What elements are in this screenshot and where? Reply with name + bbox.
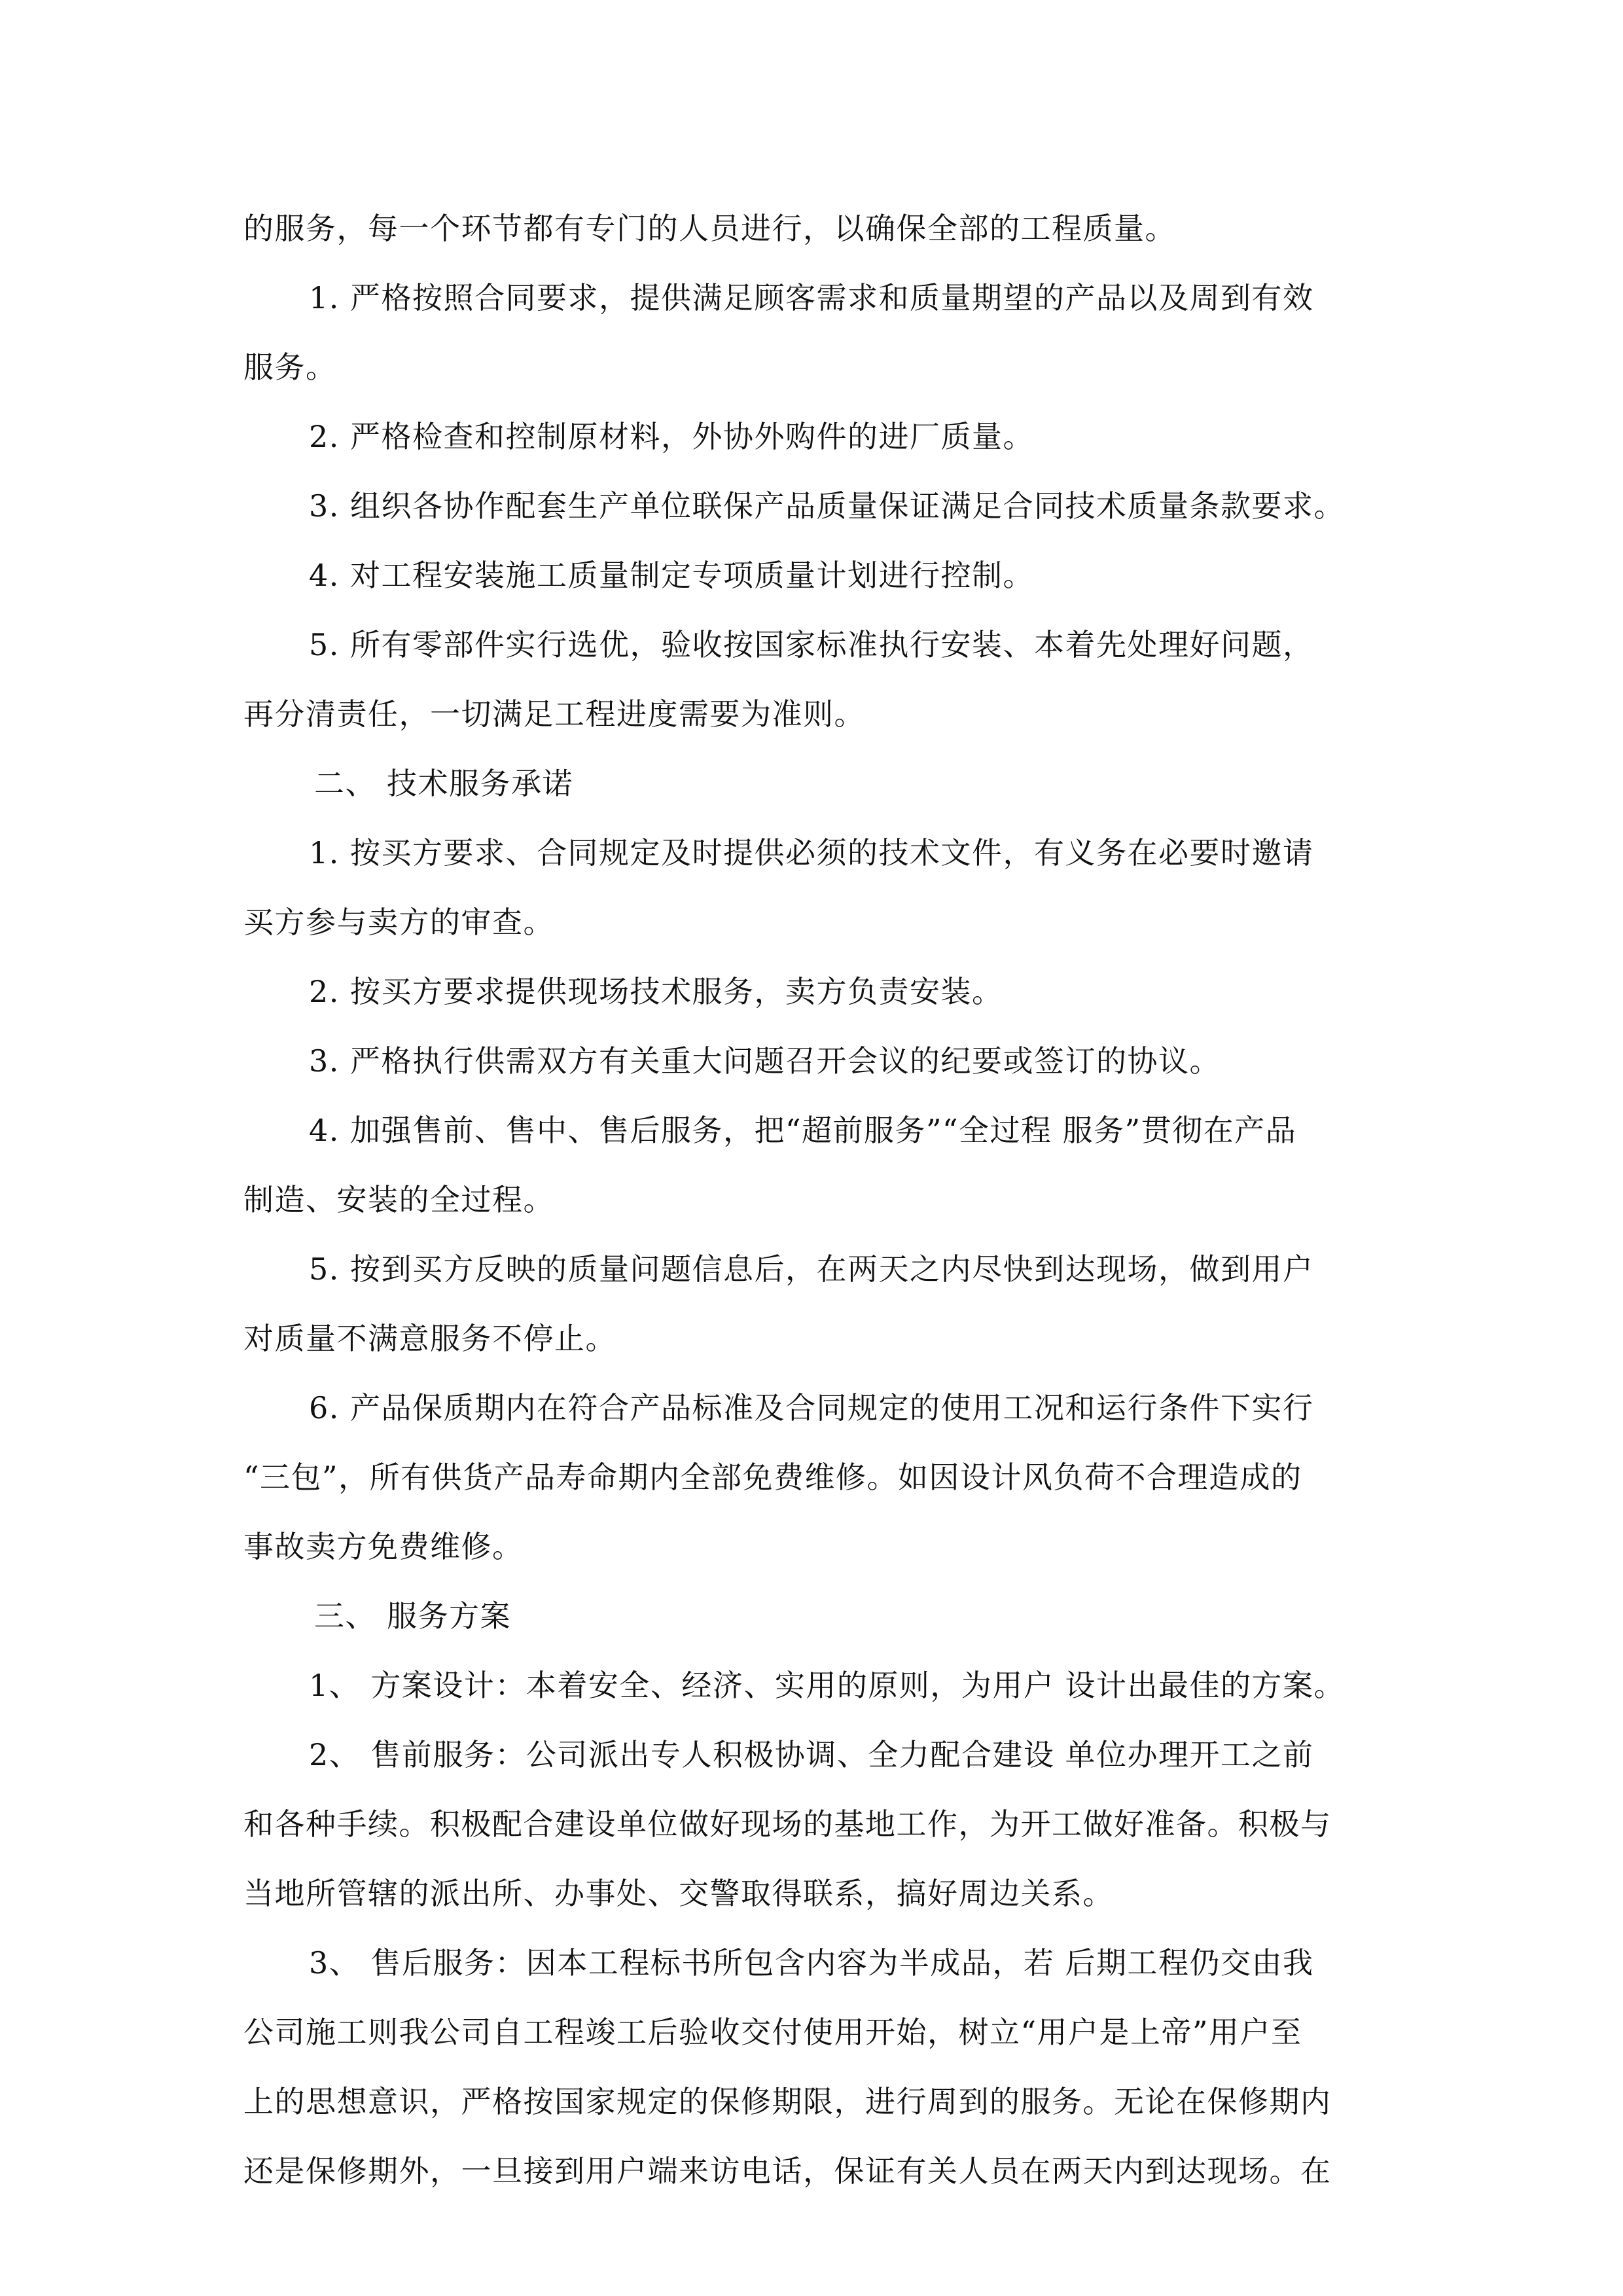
list-item-text: 6. 产品保质期内在符合产品标准及合同规定的使用工况和运行条件下实行	[309, 1390, 1314, 1426]
text-line: 当地所管辖的派出所、办事处、交警取得联系，搞好周边关系。	[243, 1876, 1114, 1911]
text-line: 对质量不满意服务不停止。	[243, 1321, 616, 1356]
text-line: 公司施工则我公司自工程竣工后验收交付使用开始，树立“用户是上帝”用户至	[243, 2015, 1302, 2050]
list-item-text: 4. 对工程安装施工质量制定专项质量计划进行控制。	[309, 558, 1035, 593]
list-item-text: 1. 严格按照合同要求，提供满足顾客需求和质量期望的产品以及周到有效	[309, 280, 1314, 315]
text-line: 事故卖方免费维修。	[243, 1529, 524, 1564]
section-heading: 三、 服务方案	[314, 1598, 512, 1634]
text-line: 和各种手续。积极配合建设单位做好现场的基地工作，为开工做好准备。积极与	[243, 1806, 1332, 1842]
list-item-text: 3. 组织各协作配套生产单位联保产品质量保证满足合同技术质量条款要求。	[309, 488, 1346, 524]
text-line: 服务。	[243, 350, 337, 385]
list-item-text: 1、 方案设计：本着安全、经济、实用的原则，为用户 设计出最佳的方案。	[309, 1668, 1346, 1703]
text-line: 还是保修期外，一旦接到用户端来访电话，保证有关人员在两天内到达现场。在	[243, 2153, 1332, 2189]
list-item-text: 2、 售前服务：公司派出专人积极协调、全力配合建设 单位办理开工之前	[309, 1737, 1314, 1772]
list-item-text: 3. 严格执行供需双方有关重大问题召开会议的纪要或签订的协议。	[309, 1043, 1221, 1079]
list-item-text: 1. 按买方要求、合同规定及时提供必须的技术文件，有义务在必要时邀请	[309, 835, 1314, 870]
list-item-text: 2. 按买方要求提供现场技术服务，卖方负责安装。	[309, 974, 1003, 1009]
text-line: 的服务，每一个环节都有专门的人员进行，以确保全部的工程质量。	[243, 211, 1176, 246]
section-heading: 二、 技术服务承诺	[314, 766, 574, 801]
list-item-text: 2. 严格检查和控制原材料，外协外购件的进厂质量。	[309, 419, 1035, 454]
text-line: 上的思想意识，严格按国家规定的保修期限，进行周到的服务。无论在保修期内	[243, 2084, 1332, 2119]
text-line: 制造、安装的全过程。	[243, 1182, 554, 1217]
text-line: “三包”，所有供货产品寿命期内全部免费维修。如因设计风负荷不合理造成的	[243, 1460, 1302, 1495]
text-line: 买方参与卖方的审查。	[243, 905, 554, 940]
list-item-text: 5. 按到买方反映的质量问题信息后，在两天之内尽快到达现场，做到用户	[309, 1251, 1314, 1287]
document-body	[243, 194, 1395, 2206]
text-line: 再分清责任，一切满足工程进度需要为准则。	[243, 696, 865, 732]
list-item-text: 5. 所有零部件实行选优，验收按国家标准执行安装、本着先处理好问题，	[309, 627, 1314, 662]
list-item-text: 3、 售后服务：因本工程标书所包含内容为半成品，若 后期工程仍交由我	[309, 1945, 1314, 1981]
list-item-text: 4. 加强售前、售中、售后服务，把“超前服务”“全过程 服务”贯彻在产品	[309, 1113, 1297, 1148]
